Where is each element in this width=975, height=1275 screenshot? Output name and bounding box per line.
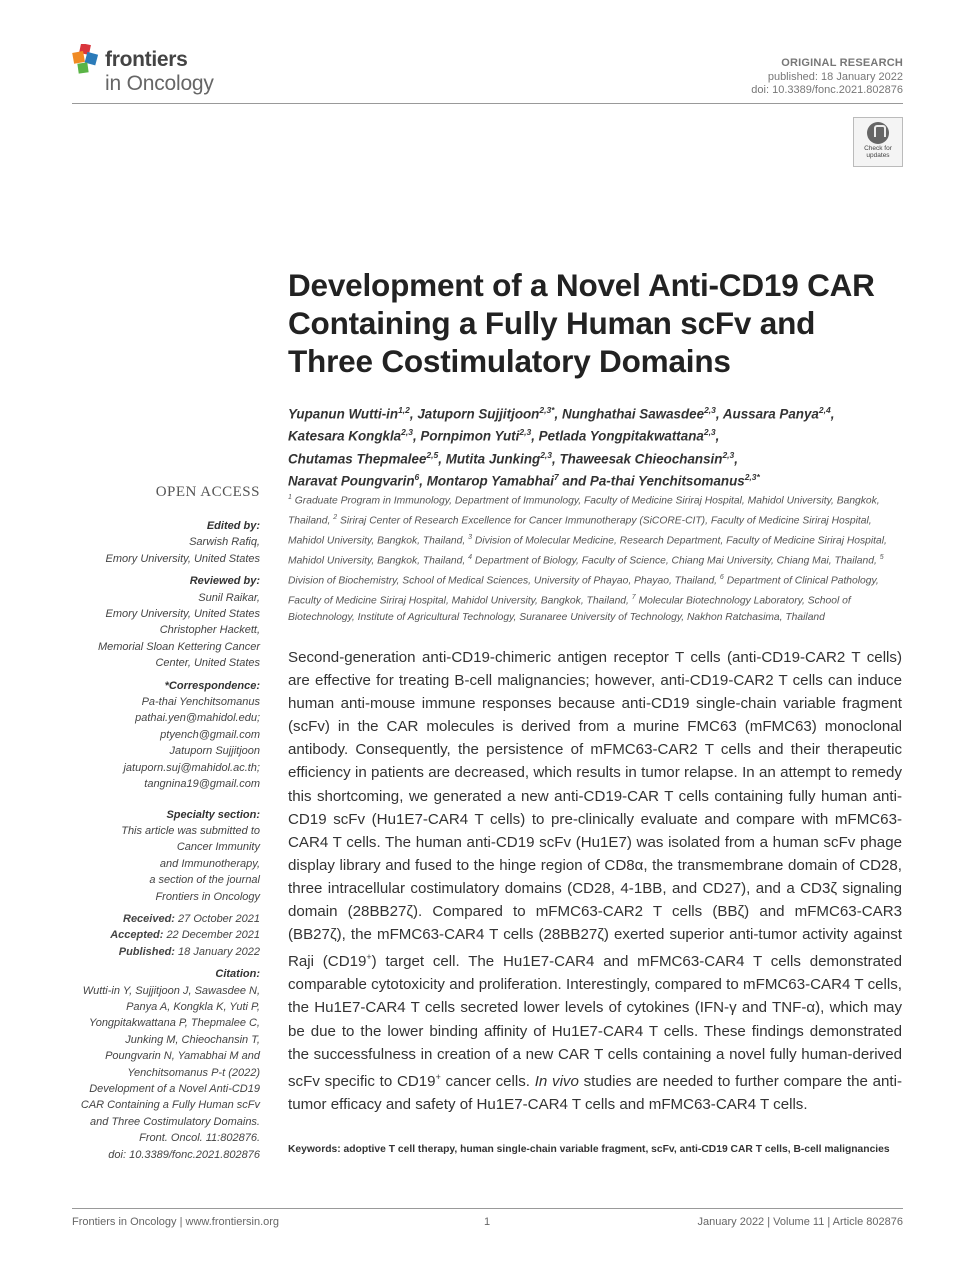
article-type: ORIGINAL RESEARCH	[781, 57, 903, 69]
sidebar-line: Memorial Sloan Kettering Cancer	[97, 640, 260, 653]
affiliation-number: 3	[468, 533, 472, 541]
sidebar-line: Development of a Novel Anti-CD19	[89, 1083, 260, 1095]
author-affiliation-sup: 2,3	[540, 449, 553, 460]
citation-heading: Citation:	[215, 968, 260, 981]
affiliation-text: Siriraj Center of Research Excellence for Cancer Immunotherapy (SiCORE-CIT), Faculty of Medicine Siriraj Hospital, Mahidol University, Bangkok, Thailand,	[288, 515, 872, 547]
author-name[interactable]: Thaweesak Chieochansin	[559, 451, 723, 467]
author-name[interactable]: Nunghathai Sawasdee	[561, 406, 705, 422]
author-affiliation-sup: 2,3	[722, 449, 735, 460]
sidebar-line: Emory University, United States	[105, 552, 260, 565]
footer-issue-info: January 2022 | Volume 11 | Article 802876	[697, 1216, 903, 1228]
affiliation-text: Graduate Program in Immunology, Department of Immunology, Faculty of Medicine Siriraj Hospital, Mahidol University, Bangkok, Thailand,	[288, 495, 880, 527]
sidebar-line: Cancer Immunity	[176, 841, 260, 854]
sidebar-line: jatuporn.suj@mahidol.ac.th;	[123, 761, 260, 774]
author-name[interactable]: Jatuporn Sujjitjoon	[417, 406, 540, 422]
affiliation-number: 6	[719, 573, 724, 581]
sidebar-line: pathai.yen@mahidol.edu;	[135, 712, 260, 725]
affiliation-number: 4	[468, 553, 472, 561]
open-access-label: OPEN ACCESS	[155, 484, 260, 500]
correspondence-heading: *Correspondence:	[164, 679, 260, 692]
author-name[interactable]: Katesara Kongkla	[288, 428, 402, 444]
sidebar-line: and Three Costimulatory Domains.	[90, 1115, 260, 1128]
specialty-heading: Specialty section:	[166, 808, 260, 821]
frontiers-logo-icon	[72, 44, 102, 74]
sidebar-line: Sunil Raikar,	[198, 591, 260, 604]
sidebar-line: This article was submitted to	[121, 824, 260, 837]
sidebar-line: a section of the journal	[149, 874, 260, 887]
sidebar-line: Christopher Hackett,	[159, 624, 260, 637]
check-for-updates-button[interactable]	[853, 117, 903, 167]
author-affiliation-sup: 2,3*	[539, 405, 555, 415]
sidebar-line: Panya A, Kongkla K, Yuti P,	[126, 1000, 260, 1013]
sidebar-line: tangnina19@gmail.com	[144, 778, 260, 791]
author-affiliation-sup: 6	[414, 472, 420, 483]
article-title: Development of a Novel Anti-CD19 CAR Containing a Fully Human scFv and Three Costimulatory Domains	[288, 267, 875, 379]
article-doi[interactable]: doi: 10.3389/fonc.2021.802876	[751, 84, 903, 96]
sidebar-line: Sarwish Rafiq,	[189, 536, 260, 549]
sidebar-line: and Immunotherapy,	[159, 857, 260, 870]
affiliation-number: 2	[333, 513, 338, 521]
article-meta	[751, 57, 903, 98]
affiliation-text: Division of Biochemistry, School of Medical Sciences, University of Phayao, Phayao, Thailand,	[288, 575, 720, 587]
author-name[interactable]: Petlada Yongpitakwattana	[538, 428, 704, 444]
reviewed-by-heading: Reviewed by:	[189, 575, 260, 588]
sidebar-line: Yenchitsomanus P-t (2022)	[127, 1066, 260, 1079]
sidebar-line: Jatuporn Sujjitjoon	[169, 745, 260, 758]
sidebar-line: Pa-thai Yenchitsomanus	[141, 696, 260, 709]
citation-lines	[72, 983, 260, 1163]
author-affiliation-sup: 2,3	[519, 427, 532, 438]
author-affiliation-sup: 2,3	[703, 427, 716, 438]
published-date: published: 18 January 2022	[767, 70, 903, 83]
journal-logo[interactable]	[72, 42, 242, 100]
author-affiliation-sup: 2,3*	[744, 472, 760, 483]
specialty-lines	[72, 823, 260, 905]
author-name[interactable]: Montarop Yamabhai	[426, 473, 554, 489]
affiliation-number: 1	[288, 494, 292, 501]
sidebar-line: Junking M, Chieochansin T,	[125, 1033, 260, 1046]
sidebar-line: Yongpitakwattana P, Thepmalee C,	[88, 1017, 260, 1030]
sidebar-line: Wutti-in Y, Sujjitjoon J, Sawasdee N,	[82, 984, 260, 997]
affiliation-text: Division of Molecular Medicine, Research Department, Faculty of Medicine Siriraj Hospital, Mahidol University, Bangkok, Thailand,	[288, 535, 887, 567]
sidebar-line: Front. Oncol. 11:802876.	[139, 1132, 260, 1145]
article-info-sidebar	[72, 518, 260, 1163]
author-name[interactable]: Aussara Panya	[722, 406, 819, 422]
author-name[interactable]: Yupanun Wutti-in	[288, 406, 399, 422]
footer-journal-link[interactable]: Frontiers in Oncology | www.frontiersin.org	[72, 1216, 280, 1228]
affiliation-number: 7	[631, 593, 636, 601]
received-line: Received: 27 October 2021	[123, 912, 260, 925]
author-affiliation-sup: 7	[553, 472, 559, 483]
header-divider	[72, 103, 903, 104]
author-list: Yupanun Wutti-in$^{1,2}$, Jatuporn Sujjitjoon$^{2,3*}$, Nunghathai Sawasdee$^{2,3}$, Aussara Panya$^{2,4}$, Katesara Kongkla$^{2,3}$, Pornpimon Yuti$^{2,3}$, Petlada Yongpitakwattana$^{2,3}$, Chutamas Thepmalee$^{2,5}$, Mutita Junking$^{2,3}$, Thaweesak Chieochansin$^{2,3}$, Naravat Poungvarin$^6$, Montarop Yamabhai$^7$ and Pa-thai Yenchitsomanus$^{2,3*}$	[288, 405, 835, 489]
check-updates-label: Check for updates	[864, 145, 892, 159]
affiliation-text: Department of Clinical Pathology, Faculty of Medicine Siriraj Hospital, Mahidol University, Bangkok, Thailand,	[288, 575, 879, 607]
affiliations	[288, 490, 900, 626]
sidebar-line: ptyench@gmail.com	[160, 728, 260, 741]
author-name[interactable]: Pornpimon Yuti	[420, 428, 520, 444]
sidebar-line: Frontiers in Oncology	[155, 890, 260, 903]
keywords	[288, 1142, 902, 1157]
sidebar-line: Poungvarin N, Yamabhai M and	[105, 1050, 260, 1063]
sidebar-line: Emory University, United States	[105, 608, 260, 621]
sidebar-line: CAR Containing a Fully Human scFv	[80, 1099, 260, 1112]
affiliation-text: Department of Biology, Faculty of Science, Chiang Mai University, Chiang Mai, Thailand,	[474, 555, 880, 567]
abstract: Second-generation anti-CD19-chimeric antigen receptor T cells (anti-CD19-CAR2 T cells) are effective for treating B-cell malignancies; however, anti-CD19-CAR2 T cells can induce human anti-mouse immune responses because anti-CD19 single-chain variable fragment (scFv) in the CAR molecules is derived from a murine FMC63 (mFMC63) monoclonal antibody. Consequently, the persistence of mFMC63-CAR2 T cells and their therapeutic efficiency in patients are decreased, which results in tumor relapse. In an attempt to remedy this shortcoming, we generated a new anti-CD19-CAR T cells containing fully human anti-CD19 scFv (Hu1E7-CAR4 T cells) to pre-clinically evaluate and compare with mFMC63-CAR4 T cells. The human anti-CD19 scFv (Hu1E7) was isolated from a human scFv phage display library and fused to the hinge region of CD8α, the transmembrane domain of CD28, three intracellular costimulatory domains (CD28, 4-1BB, and CD27), and a CD3ζ signaling domain (28BB27ζ). Compared to mFMC63-CAR2 T cells (BBζ) and mFMC63-CAR3 (BB27ζ), the mFMC63-CAR4 T cells (28BB27ζ) exerted superior anti-tumor activity against Raji (CD19+) target cell. The Hu1E7-CAR4 and mFMC63-CAR4 T cells demonstrated comparable cytotoxicity and proliferation. Interestingly, compared to mFMC63-CAR4 T cells, the Hu1E7-CAR4 T cells secreted lower levels of cytokines (IFN-γ and TNF-α), which may be due to the lower binding affinity of Hu1E7-CAR4 T cells. These findings demonstrated the successfulness in creation of a new CAR T cells containing a novel fully human-derived scFv specific to CD19+ cancer cells. In vivo studies are needed to further compare the anti-tumor efficacy and safety of Hu1E7-CAR4 T cells and mFMC63-CAR4 T cells.	[288, 649, 903, 1113]
sidebar-line: Center, United States	[155, 657, 260, 670]
crossmark-icon	[867, 122, 889, 144]
author-affiliation-sup: 1,2	[398, 405, 410, 415]
page-number: 1	[484, 1216, 491, 1228]
author-name[interactable]: Chutamas Thepmalee	[288, 451, 427, 467]
author-affiliation-sup: 2,4	[818, 405, 831, 415]
author-affiliation-sup: 2,3	[704, 405, 716, 415]
logo-brand: frontiers	[105, 48, 188, 71]
keywords-label: Keywords:	[288, 1144, 341, 1155]
logo-journal: in Oncology	[105, 72, 214, 95]
correspondence-lines[interactable]	[72, 694, 260, 792]
reviewed-by-lines	[72, 590, 260, 672]
author-name[interactable]: Naravat Poungvarin	[288, 473, 415, 489]
edited-by-heading: Edited by:	[206, 520, 260, 532]
author-affiliation-sup: 2,3	[401, 427, 413, 438]
keywords-text: adoptive T cell therapy, human single-chain variable fragment, scFv, anti-CD19 CAR T cells, B-cell malignancies	[343, 1144, 890, 1155]
author-affiliation-sup: 2,5	[426, 449, 439, 460]
published-line: Published: 18 January 2022	[118, 945, 260, 958]
sidebar-line: doi: 10.3389/fonc.2021.802876	[108, 1148, 260, 1161]
accepted-line: Accepted: 22 December 2021	[110, 929, 260, 942]
affiliation-number: 5	[879, 553, 884, 561]
footer-divider	[72, 1208, 903, 1209]
edited-by-lines	[72, 534, 260, 567]
author-name[interactable]: Mutita Junking	[445, 451, 541, 467]
affiliation-text: Molecular Biotechnology Laboratory, School of Biotechnology, Institute of Agricultural Technology, Suranaree University of Technology, Nakhon Ratchasima, Thailand	[288, 595, 851, 623]
author-name[interactable]: Pa-thai Yenchitsomanus	[589, 473, 745, 489]
